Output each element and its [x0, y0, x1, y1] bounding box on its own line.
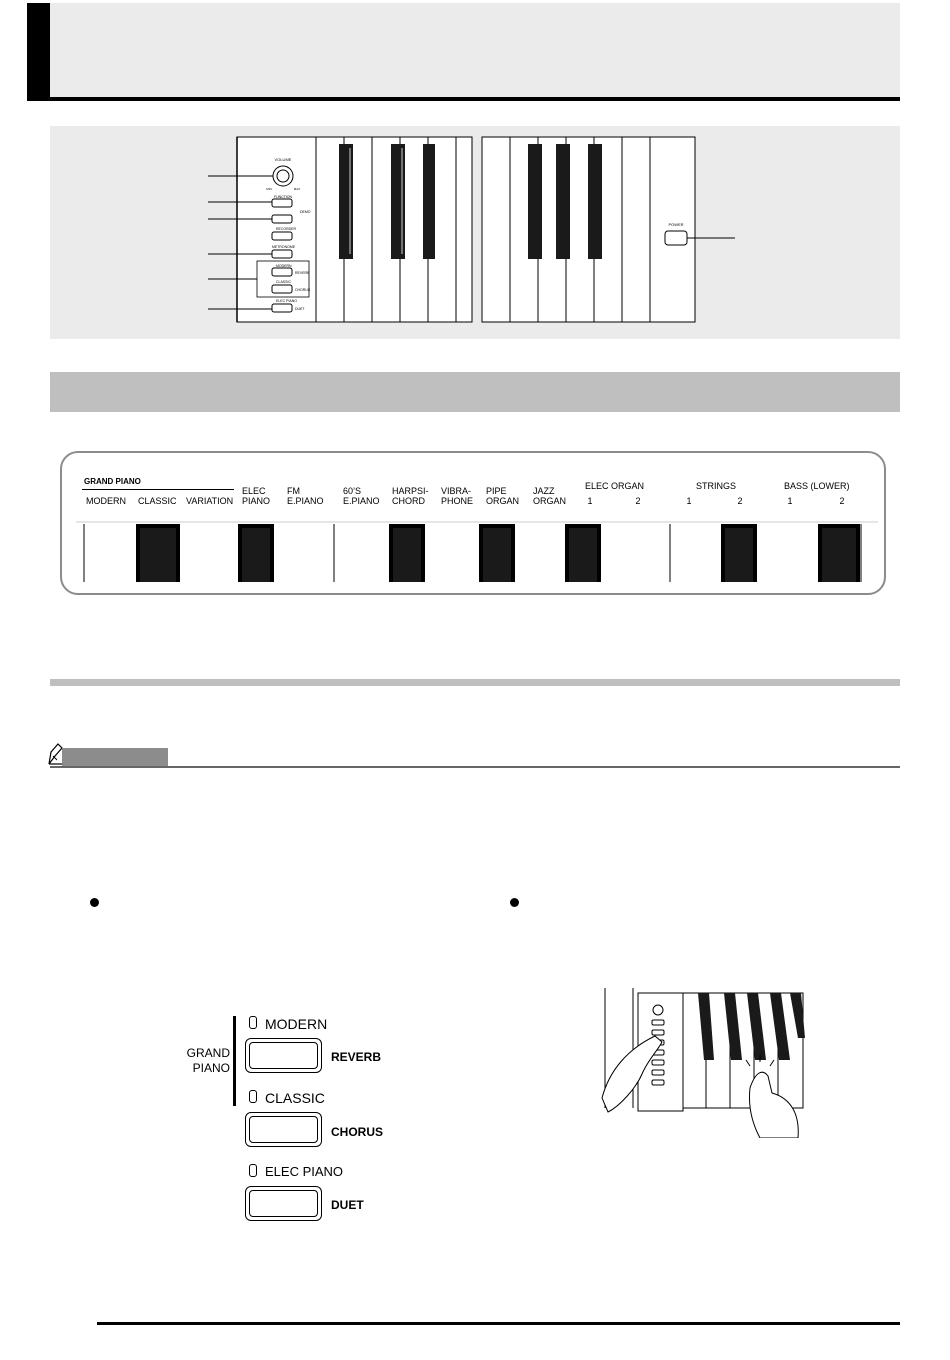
group-strings-label: STRINGS [696, 481, 737, 491]
tone-fm-epiano-1: FM [287, 486, 300, 496]
tone-pipe-organ-2: ORGAN [486, 496, 520, 506]
classic-led [249, 1090, 257, 1103]
tone-variation: VARIATION [186, 496, 234, 506]
tone-jazz-organ-1: JAZZ [533, 486, 555, 496]
black-keys [136, 524, 860, 582]
control-panel-illustration [50, 126, 900, 339]
grand-piano-group-line [82, 489, 234, 490]
footer-rule [97, 1322, 900, 1325]
grand-piano-label: GRAND PIANO [186, 1046, 230, 1075]
tone-elec-piano-2: PIANO [242, 496, 271, 506]
tone-harpsichord-2: CHORD [392, 496, 425, 506]
svg-text:VOLUME: VOLUME [274, 157, 292, 162]
svg-text:DUET: DUET [295, 307, 305, 311]
svg-text:MIN: MIN [266, 187, 272, 191]
tone-pipe-organ-1: PIPE [486, 486, 507, 496]
tone-60s-epiano-2: E.PIANO [343, 496, 380, 506]
svg-text:DEMO: DEMO [300, 210, 311, 214]
svg-text:RECORDER: RECORDER [276, 227, 297, 231]
group-bass-label: BASS (LOWER) [784, 481, 850, 491]
header-rule [27, 97, 900, 101]
elec-piano-duet-button[interactable] [245, 1186, 322, 1221]
section-header-band [50, 372, 900, 412]
modern-label: MODERN [265, 1016, 328, 1032]
svg-text:CHORUS: CHORUS [295, 288, 311, 292]
note-label-bar [62, 748, 168, 766]
svg-text:FUNCTION: FUNCTION [273, 195, 293, 199]
tone-60s-epiano-1: 60’S [343, 486, 362, 496]
header-black-tab [27, 3, 50, 101]
section-divider [50, 679, 900, 686]
tone-jazz-organ-2: ORGAN [533, 496, 567, 506]
svg-text:REVERB: REVERB [295, 271, 310, 275]
tone-vibraphone-2: PHONE [441, 496, 474, 506]
classic-chorus-button[interactable] [245, 1112, 322, 1147]
svg-text:ELEC PIANO: ELEC PIANO [276, 299, 298, 303]
strings-1: 1 [686, 496, 692, 506]
strings-2: 2 [737, 496, 743, 506]
elec-piano-label: ELEC PIANO [265, 1164, 344, 1179]
svg-text:MODERN: MODERN [276, 264, 292, 268]
chorus-label: CHORUS [331, 1125, 384, 1139]
group-elec-organ-label: ELEC ORGAN [585, 481, 645, 491]
duet-label: DUET [331, 1198, 364, 1212]
bullet-left [90, 898, 99, 907]
tone-keyboard [76, 518, 878, 584]
hand-pressing-keys-illustration [600, 988, 805, 1138]
tone-fm-epiano-2: E.PIANO [287, 496, 324, 506]
modern-led [249, 1016, 257, 1029]
tone-vibraphone-1: VIBRA- [441, 486, 472, 496]
bullet-right [510, 898, 519, 907]
elec-organ-1: 1 [587, 496, 593, 506]
tone-classic: CLASSIC [138, 496, 177, 506]
grand-piano-bracket [233, 1016, 236, 1106]
svg-text:METRONOME: METRONOME [272, 245, 296, 249]
classic-label: CLASSIC [265, 1090, 325, 1106]
svg-text:MAX: MAX [293, 187, 301, 191]
elec-organ-2: 2 [635, 496, 641, 506]
svg-text:POWER: POWER [668, 222, 684, 227]
note-rule [50, 766, 900, 768]
tone-harpsichord-1: HARPSI- [392, 486, 429, 496]
reverb-label: REVERB [331, 1050, 382, 1064]
group-grand-piano-label: GRAND PIANO [84, 477, 141, 486]
header-band [27, 3, 900, 99]
elec-piano-led [249, 1164, 257, 1177]
tone-elec-piano-1: ELEC [242, 486, 266, 496]
modern-reverb-button[interactable] [245, 1038, 322, 1073]
tone-modern: MODERN [86, 496, 126, 506]
svg-text:CLASSIC: CLASSIC [276, 280, 291, 284]
bass-2: 2 [839, 496, 845, 506]
bass-1: 1 [787, 496, 793, 506]
